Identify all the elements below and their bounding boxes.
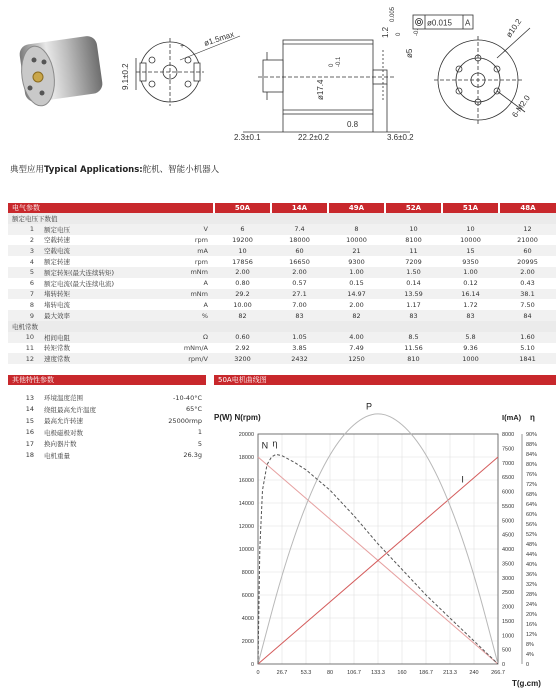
row-value: 2.00 (271, 267, 328, 278)
label-flange-dia: ø10.2 (504, 17, 524, 40)
row-value: 21000 (517, 235, 538, 244)
series-label-N: N (261, 440, 269, 451)
model-48A: 48A (499, 203, 556, 213)
row-unit: % (158, 310, 214, 321)
row-number: 1 (8, 224, 40, 235)
eta-tick-label: 60% (526, 512, 538, 518)
row-value: 1.05 (271, 332, 328, 343)
row-value: 10 (442, 224, 499, 235)
row-value: 3200 (214, 353, 271, 364)
current-axis-label: I(mA) (502, 413, 522, 422)
row-value: 1.00 (328, 267, 385, 278)
label-0-8: 0.8 (347, 120, 359, 129)
label-22-2: 22.2±0.2 (298, 133, 330, 142)
row-value: 1 (197, 428, 202, 437)
spec-group-row (8, 321, 556, 332)
left-tick-label: 14000 (238, 501, 254, 507)
label-3-6: 3.6±0.2 (387, 133, 414, 142)
row-unit: mA (158, 245, 214, 256)
current-tick-label: 0 (502, 662, 506, 668)
row-name: 空载电流 (40, 245, 158, 256)
row-name: 电机重量 (44, 451, 70, 460)
motor-dimension-drawing (0, 0, 560, 150)
row-value: 810 (385, 353, 442, 364)
row-name: 空载转速 (44, 236, 70, 245)
row-value: 7.49 (349, 343, 364, 352)
x-tick-label: 213.3 (443, 670, 457, 676)
row-value: 1.50 (385, 267, 442, 278)
row-name: 额定电压 (40, 224, 158, 235)
series-label-I: I (461, 474, 464, 485)
row-value: 2.00 (349, 300, 364, 309)
row-value: 82 (214, 310, 271, 321)
row-name: 堵转电流 (44, 301, 70, 310)
row-value: 84 (499, 310, 556, 321)
row-number: 18 (25, 451, 34, 460)
row-value: 16650 (289, 257, 310, 266)
row-value: 0.14 (406, 279, 421, 288)
label-shaft-len: 1.2 (381, 26, 390, 38)
left-tick-label: 12000 (238, 524, 254, 530)
row-value: 38.1 (499, 289, 556, 300)
row-value: 6 (214, 224, 271, 235)
current-tick-label: 5500 (502, 503, 515, 510)
row-name: 绕组最高允许温度 (44, 405, 96, 414)
row-value: 0.57 (292, 279, 307, 288)
model-50A: 50A (214, 203, 271, 213)
spec-row (8, 310, 556, 321)
row-value: 7.50 (520, 300, 535, 309)
row-unit: mNm (158, 289, 214, 300)
spec-header-row (8, 203, 556, 213)
eta-tick-label: 8% (526, 642, 534, 648)
label-motor-dia: ø17.4 (316, 79, 325, 100)
applications-title: Typical Applications: (44, 165, 143, 175)
row-value: 0.43 (520, 279, 535, 288)
row-value: 9300 (348, 257, 365, 266)
left-axis-label: P(W) N(rpm) (214, 413, 261, 422)
spec-row (8, 299, 556, 310)
row-value: 21 (328, 245, 385, 256)
row-name: 额定转速 (44, 258, 70, 267)
row-value: 0.80 (235, 279, 250, 288)
label-2-3: 2.3±0.1 (234, 133, 261, 142)
row-number: 11 (25, 343, 34, 352)
row-number: 9 (8, 310, 40, 321)
x-tick-label: 53.3 (300, 670, 312, 676)
row-value: 83 (271, 310, 328, 321)
eta-tick-label: 80% (526, 462, 538, 468)
x-tick-label: 106.7 (347, 670, 361, 676)
row-name: 转矩常数 (44, 344, 70, 353)
row-value: 29.2 (214, 289, 271, 300)
model-51A: 51A (442, 203, 499, 213)
row-value: 15 (442, 245, 499, 256)
row-number: 7 (8, 289, 40, 300)
model-52A: 52A (385, 203, 442, 213)
current-tick-label: 6500 (502, 475, 515, 482)
model-49A: 49A (328, 203, 385, 213)
eta-tick-label: 20% (526, 612, 538, 618)
row-unit: V (158, 224, 214, 235)
eta-tick-label: 56% (526, 522, 538, 528)
row-number: 8 (29, 300, 34, 309)
row-value: 4.00 (328, 332, 385, 343)
row-value: 0.15 (349, 279, 364, 288)
label-motor-dia-tol2: -0.1 (336, 56, 342, 67)
eta-tick-label: 12% (526, 632, 538, 638)
current-tick-label: 3500 (502, 561, 515, 568)
spec-row (8, 224, 556, 235)
eta-tick-label: 48% (526, 542, 538, 548)
row-value: 5.8 (442, 332, 499, 343)
current-tick-label: 4000 (502, 547, 515, 553)
row-number: 17 (25, 439, 34, 448)
row-number: 2 (29, 235, 34, 244)
row-value: 83 (385, 310, 442, 321)
x-axis-label: T(g.cm) (512, 679, 541, 688)
eta-tick-label: 68% (526, 492, 538, 498)
left-tick-label: 6000 (241, 593, 254, 599)
current-tick-label: 1000 (502, 633, 515, 640)
label-shaft-hole: ø1.5max (202, 29, 236, 48)
label-datum: A (465, 18, 471, 28)
x-tick-label: 0 (256, 670, 260, 676)
row-value: 12 (499, 224, 556, 235)
x-tick-label: 133.3 (371, 670, 385, 676)
left-tick-label: 20000 (238, 432, 254, 438)
x-tick-label: 26.7 (276, 670, 288, 676)
other-params-header: 其他特性参数 (8, 375, 206, 385)
other-params-table (8, 392, 206, 461)
eta-tick-label: 88% (526, 442, 538, 448)
row-value: 7209 (405, 257, 422, 266)
row-name: 堵转转矩 (40, 289, 158, 300)
row-value: 8100 (405, 235, 422, 244)
runout-frame (413, 15, 473, 29)
model-14A: 14A (271, 203, 328, 213)
eta-axis-label: η (530, 413, 535, 422)
row-value: 25000rmp (168, 416, 202, 425)
eta-tick-label: 76% (526, 472, 538, 478)
current-tick-label: 6000 (502, 489, 515, 496)
row-unit: Ω (158, 332, 214, 343)
row-value: 8.5 (385, 332, 442, 343)
series-label-eta: η (272, 438, 278, 449)
typical-applications (10, 163, 219, 175)
label-shaft-len-tol: 0.005 (390, 6, 396, 22)
x-tick-label: 80 (326, 670, 334, 676)
x-tick-label: 266.7 (491, 670, 505, 676)
label-screw: 6-M2.0 (510, 93, 532, 120)
other-row (8, 450, 206, 462)
row-number: 15 (25, 416, 34, 425)
row-value: 11.56 (404, 343, 423, 352)
spec-group-label: 电机常数 (8, 321, 556, 332)
row-value: -10-40°C (172, 393, 202, 402)
row-value: 2.92 (235, 343, 250, 352)
electrical-spec-table (8, 203, 556, 364)
row-value: 65°C (185, 405, 202, 414)
row-value: 20995 (517, 257, 538, 266)
eta-tick-label: 64% (526, 502, 538, 508)
row-number: 10 (8, 332, 40, 343)
left-tick-label: 4000 (241, 616, 254, 622)
front-view (136, 38, 204, 106)
spec-header-label: 电气参数 (8, 203, 214, 213)
row-name: 换向器片数 (44, 440, 77, 449)
spec-row (8, 332, 556, 343)
label-motor-dia-tol: 0 (329, 63, 335, 67)
row-unit: rpm/V (158, 353, 214, 364)
row-unit: mNm/A (183, 343, 208, 352)
applications-text: 舵机、智能小机器人 (142, 165, 220, 175)
row-unit: rpm (194, 257, 208, 266)
row-number: 3 (8, 245, 40, 256)
row-name: 额定电流(最大连续电流) (44, 279, 115, 288)
eta-tick-label: 52% (526, 532, 538, 538)
current-tick-label: 7000 (502, 460, 515, 467)
spec-row (8, 235, 556, 246)
current-tick-label: 8000 (502, 432, 515, 438)
row-value: 82 (328, 310, 385, 321)
spec-row (8, 289, 556, 300)
label-shaft-dia: ø5 (405, 48, 414, 58)
series-label-P: P (365, 401, 373, 412)
row-name: 电极磁极对数 (44, 428, 83, 437)
row-name: 最大效率 (40, 310, 158, 321)
left-tick-label: 2000 (241, 639, 254, 645)
row-value: 9.36 (463, 343, 478, 352)
row-value: 83 (442, 310, 499, 321)
spec-row (8, 343, 556, 354)
row-value: 10000 (346, 235, 367, 244)
row-value: 2.00 (499, 267, 556, 278)
row-number: 12 (8, 353, 40, 364)
row-value: 9350 (462, 257, 479, 266)
row-value: 0.60 (214, 332, 271, 343)
row-value: 13.59 (385, 289, 442, 300)
spec-row (8, 353, 556, 364)
row-value: 10000 (460, 235, 481, 244)
eta-tick-label: 44% (526, 552, 538, 558)
spec-row (8, 245, 556, 256)
row-value: 11 (385, 245, 442, 256)
left-tick-label: 18000 (238, 455, 254, 461)
row-value: 1.72 (463, 300, 478, 309)
row-value: 26.3g (183, 451, 202, 460)
chart-header: 50A电机曲线图 (214, 375, 556, 385)
row-value: 27.1 (271, 289, 328, 300)
row-unit: rpm (194, 235, 208, 244)
eta-tick-label: 72% (526, 482, 538, 488)
row-value: 8 (328, 224, 385, 235)
current-tick-label: 7500 (502, 446, 515, 453)
pin-plus: + (180, 43, 185, 50)
eta-tick-label: 16% (526, 622, 538, 628)
row-number: 16 (25, 428, 34, 437)
row-value: 14.97 (328, 289, 385, 300)
current-tick-label: 5000 (502, 518, 515, 525)
eta-tick-label: 36% (526, 572, 538, 578)
other-row (8, 415, 206, 427)
x-tick-label: 240 (469, 670, 479, 676)
current-tick-label: 500 (502, 647, 512, 654)
applications-prefix: 典型应用 (10, 165, 45, 175)
row-value: 5 (197, 439, 202, 448)
row-value: 60 (499, 245, 556, 256)
eta-tick-label: 90% (526, 432, 538, 438)
row-value: 17856 (232, 257, 253, 266)
other-row (8, 427, 206, 439)
row-value: 1.60 (499, 332, 556, 343)
row-value: 16.14 (442, 289, 499, 300)
label-runout: ø0.015 (427, 18, 452, 28)
motor-curve-chart (210, 398, 556, 692)
row-unit: A (203, 300, 208, 309)
left-tick-label: 16000 (238, 478, 254, 484)
eta-tick-label: 4% (526, 652, 534, 658)
row-number: 13 (25, 393, 34, 402)
eta-tick-label: 28% (526, 592, 538, 598)
x-tick-label: 160 (397, 670, 407, 676)
row-value: 10.00 (233, 300, 252, 309)
other-row (8, 392, 206, 404)
row-name: 环境温度范围 (44, 394, 83, 403)
current-tick-label: 4500 (502, 532, 515, 539)
row-value: 19200 (232, 235, 253, 244)
row-value: 10 (214, 245, 271, 256)
motor-photo (18, 35, 104, 108)
left-tick-label: 0 (250, 662, 254, 668)
row-value: 2.00 (214, 267, 271, 278)
current-tick-label: 2000 (502, 604, 515, 611)
row-unit: mNm (158, 267, 214, 278)
row-value: 5.10 (520, 343, 535, 352)
spec-row (8, 256, 556, 267)
other-row (8, 438, 206, 450)
row-name: 最高允许转速 (44, 417, 83, 426)
row-number: 5 (8, 267, 40, 278)
row-value: 0.12 (463, 279, 478, 288)
row-number: 14 (25, 405, 34, 414)
row-value: 2432 (271, 353, 328, 364)
row-value: 7.4 (271, 224, 328, 235)
eta-tick-label: 40% (526, 562, 538, 568)
row-value: 1.00 (442, 267, 499, 278)
row-value: 1000 (442, 353, 499, 364)
spec-row (8, 278, 556, 289)
current-tick-label: 3000 (502, 575, 515, 582)
eta-tick-label: 32% (526, 582, 538, 588)
row-value: 1250 (328, 353, 385, 364)
spec-row (8, 267, 556, 278)
side-view (243, 40, 410, 132)
row-value: 10 (385, 224, 442, 235)
row-unit: A (203, 279, 208, 288)
eta-tick-label: 84% (526, 452, 538, 458)
label-tol-plus: 0 (396, 32, 402, 36)
row-value: 1.17 (406, 300, 421, 309)
row-value: 3.85 (292, 343, 307, 352)
eta-tick-label: 24% (526, 602, 538, 608)
label-body-height: 9.1±0.2 (121, 63, 130, 90)
row-value: 1841 (499, 353, 556, 364)
row-name: 速度常数 (40, 353, 158, 364)
row-value: 7.00 (292, 300, 307, 309)
x-tick-label: 186.7 (419, 670, 433, 676)
spec-group-label: 额定电压下数值 (8, 213, 556, 224)
row-name: 相间电阻 (40, 332, 158, 343)
other-row (8, 404, 206, 416)
current-tick-label: 1500 (502, 618, 515, 625)
left-tick-label: 8000 (241, 570, 254, 576)
row-value: 60 (271, 245, 328, 256)
row-value: 18000 (289, 235, 310, 244)
row-number: 4 (29, 257, 34, 266)
row-name: 额定转矩(最大连续转矩) (40, 267, 158, 278)
left-tick-label: 10000 (238, 547, 254, 553)
row-number: 6 (29, 279, 34, 288)
spec-group-row (8, 213, 556, 224)
eta-tick-label: 0 (526, 662, 530, 668)
current-tick-label: 2500 (502, 590, 515, 597)
